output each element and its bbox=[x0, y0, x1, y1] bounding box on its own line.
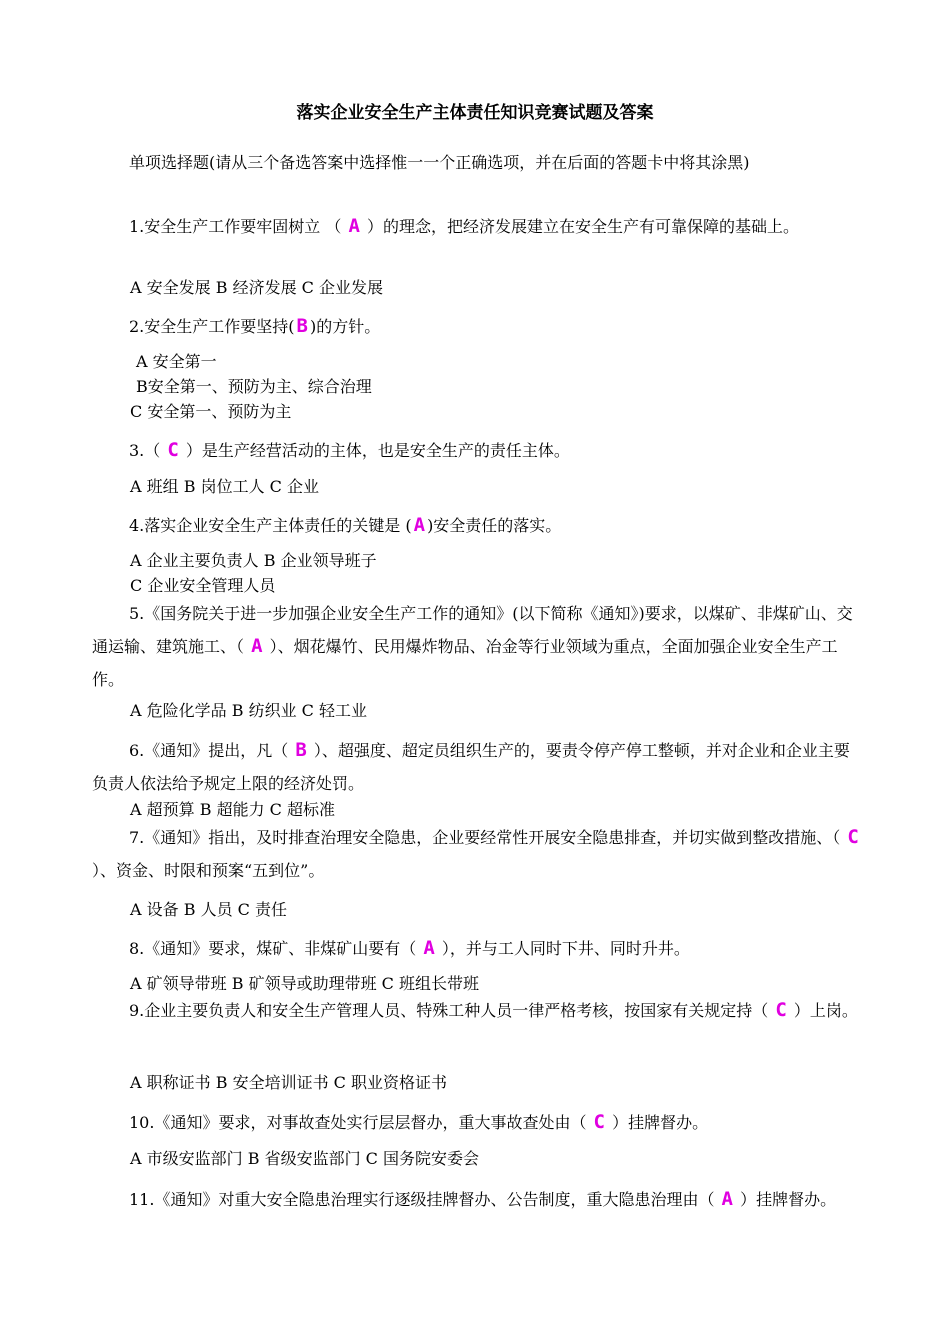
question-5-text-start: 5.《国务院关于进一步加强企业安全生产工作的通知》(以下简称《通知》)要求，以煤矿、非煤矿山、交通运输、建筑施工、（ bbox=[92, 604, 853, 656]
question-4-option-ab: A 企业主要负责人 B 企业领导班子 bbox=[130, 551, 377, 570]
question-3-text-end: ）是生产经营活动的主体，也是安全生产的责任主体。 bbox=[180, 441, 570, 460]
answer-4: A bbox=[413, 514, 426, 536]
question-9-text-start: 9.企业主要负责人和安全生产管理人员、特殊工种人员一律严格考核，按国家有关规定持（ bbox=[129, 1001, 774, 1020]
question-1-text-end: ）的理念，把经济发展建立在安全生产有可靠保障的基础上。 bbox=[361, 217, 799, 236]
question-4-text-start: 4.落实企业安全生产主体责任的关键是 ( bbox=[129, 516, 412, 535]
question-6-text-end: ）、超强度、超定员组织生产的，要责令停产停工整顿，并对企业和企业主要负责人依法给予规定上限的经济处罚。 bbox=[92, 741, 850, 793]
question-6 bbox=[92, 734, 864, 800]
question-2-text-end: )的方针。 bbox=[309, 317, 381, 336]
question-11 bbox=[92, 1183, 864, 1216]
question-11-text-end: ）挂牌督办。 bbox=[735, 1190, 837, 1209]
document-title: 落实企业安全生产主体责任知识竞赛试题及答案 bbox=[296, 103, 654, 123]
question-10-text-end: ）挂牌督办。 bbox=[607, 1113, 709, 1132]
question-3 bbox=[92, 438, 864, 463]
answer-2: B bbox=[296, 315, 308, 337]
question-5-options: A 危险化学品 B 纺织业 C 轻工业 bbox=[130, 701, 367, 720]
question-9 bbox=[92, 994, 864, 1027]
question-2-option-a: A 安全第一 bbox=[136, 352, 217, 371]
question-7-text-start: 7.《通知》指出，及时排查治理安全隐患，企业要经常性开展安全隐患排查，并切实做到整改措施、（ bbox=[129, 828, 846, 847]
answer-9: C bbox=[775, 999, 787, 1021]
question-11-text-start: 11.《通知》对重大安全隐患治理实行逐级挂牌督办、公告制度，重大隐患治理由（ bbox=[129, 1190, 720, 1209]
question-3-options: A 班组 B 岗位工人 C 企业 bbox=[130, 477, 319, 496]
question-10-text-start: 10.《通知》要求，对事故查处实行层层督办，重大事故查处由（ bbox=[129, 1113, 592, 1132]
question-7-options: A 设备 B 人员 C 责任 bbox=[130, 900, 287, 919]
question-1-options: A 安全发展 B 经济发展 C 企业发展 bbox=[130, 278, 383, 297]
answer-11: A bbox=[721, 1188, 733, 1210]
question-8-text-end: ），并与工人同时下井、同时升井。 bbox=[436, 939, 690, 958]
question-4 bbox=[92, 513, 864, 538]
question-9-text-end: ）上岗。 bbox=[788, 1001, 858, 1020]
answer-3: C bbox=[167, 439, 179, 461]
intro-text: 单项选择题(请从三个备选答案中选择惟一一个正确选项，并在后面的答题卡中将其涂黑) bbox=[129, 153, 750, 172]
answer-6: B bbox=[295, 739, 307, 761]
question-8-options: A 矿领导带班 B 矿领导或助理带班 C 班组长带班 bbox=[130, 974, 479, 993]
question-5-text-end: ）、烟花爆竹、民用爆炸物品、冶金等行业领域为重点，全面加强企业安全生产工作。 bbox=[92, 637, 838, 689]
question-1-text-start: 1.安全生产工作要牢固树立 （ bbox=[129, 217, 347, 236]
question-4-text-end: )安全责任的落实。 bbox=[427, 516, 562, 535]
question-2-option-c: C 安全第一、预防为主 bbox=[130, 402, 292, 421]
answer-8: A bbox=[423, 937, 435, 959]
question-3-text-start: 3.（ bbox=[129, 441, 166, 460]
question-2-option-b: B安全第一、预防为主、综合治理 bbox=[136, 377, 372, 396]
question-9-options: A 职称证书 B 安全培训证书 C 职业资格证书 bbox=[130, 1073, 447, 1092]
question-7 bbox=[92, 821, 864, 887]
question-6-text-start: 6.《通知》提出，凡（ bbox=[129, 741, 294, 760]
question-2-text-start: 2.安全生产工作要坚持( bbox=[129, 317, 295, 336]
question-10-options: A 市级安监部门 B 省级安监部门 C 国务院安委会 bbox=[130, 1149, 479, 1168]
question-10 bbox=[92, 1110, 864, 1135]
question-4-option-c: C 企业安全管理人员 bbox=[130, 576, 276, 595]
question-1 bbox=[92, 210, 864, 243]
question-7-text-end: ）、资金、时限和预案“五到位”。 bbox=[92, 861, 325, 880]
answer-5: A bbox=[251, 635, 263, 657]
question-2 bbox=[92, 314, 864, 339]
answer-10: C bbox=[593, 1111, 605, 1133]
question-8 bbox=[92, 936, 864, 961]
question-5 bbox=[92, 597, 864, 696]
answer-7: C bbox=[847, 826, 859, 848]
question-6-options: A 超预算 B 超能力 C 超标准 bbox=[130, 800, 335, 819]
answer-1: A bbox=[348, 215, 360, 237]
question-8-text-start: 8.《通知》要求，煤矿、非煤矿山要有（ bbox=[129, 939, 422, 958]
